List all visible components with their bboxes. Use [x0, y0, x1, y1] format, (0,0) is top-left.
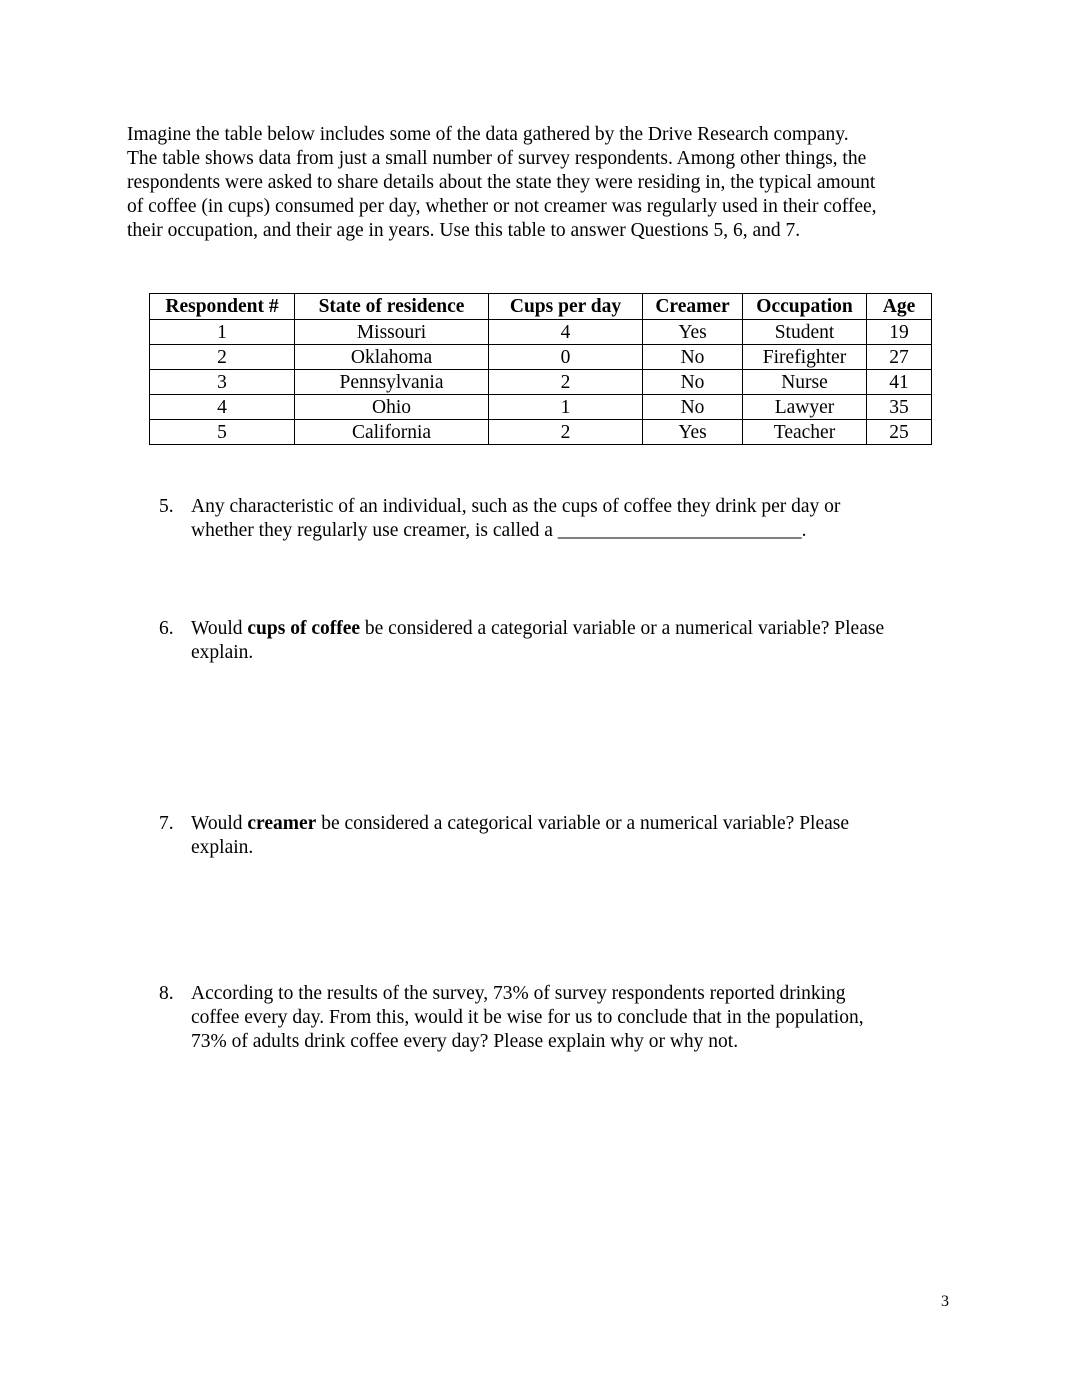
- question-line: [191, 812, 961, 836]
- header-creamer: Creamer: [643, 294, 743, 320]
- cell-creamer: No: [643, 345, 743, 370]
- intro-line: of coffee (in cups) consumed per day, whether or not creamer was regularly used in their coffee,: [127, 196, 877, 217]
- header-age: Age: [867, 294, 932, 320]
- table-row: [150, 320, 932, 345]
- question-line: whether they regularly use creamer, is called a _________________________.: [191, 520, 807, 541]
- cell-state: Ohio: [295, 395, 489, 420]
- cell-occupation: Student: [743, 320, 867, 345]
- table-row: [150, 420, 932, 445]
- question-number: 5.: [159, 496, 174, 517]
- cell-respondent: 4: [150, 395, 295, 420]
- survey-data-table: [149, 293, 932, 445]
- cell-occupation: Teacher: [743, 420, 867, 445]
- table-row: [150, 345, 932, 370]
- question-keyword: cups of coffee: [247, 618, 361, 639]
- cell-creamer: Yes: [643, 420, 743, 445]
- question-line: Any characteristic of an individual, such as the cups of coffee they drink per day or: [191, 496, 841, 517]
- cell-cups: 2: [489, 370, 643, 395]
- question-text: [191, 812, 961, 860]
- cell-respondent: 2: [150, 345, 295, 370]
- cell-occupation: Lawyer: [743, 395, 867, 420]
- intro-line: The table shows data from just a small number of survey respondents. Among other things, the: [127, 148, 867, 169]
- cell-creamer: No: [643, 370, 743, 395]
- question-keyword: creamer: [247, 813, 317, 834]
- intro-line: their occupation, and their age in years. Use this table to answer Questions 5, 6, and 7.: [127, 220, 801, 241]
- page-number: 3: [941, 1293, 949, 1310]
- question-text: [191, 982, 961, 1054]
- cell-age: 41: [867, 370, 932, 395]
- cell-occupation: Firefighter: [743, 345, 867, 370]
- question-text-post: be considered a categorical variable or a numerical variable? Please: [316, 813, 850, 834]
- question-line: explain.: [191, 642, 254, 663]
- cell-creamer: Yes: [643, 320, 743, 345]
- cell-respondent: 5: [150, 420, 295, 445]
- question-line: According to the results of the survey, 73% of survey respondents reported drinking: [191, 983, 846, 1004]
- cell-state: Oklahoma: [295, 345, 489, 370]
- header-state: State of residence: [295, 294, 489, 320]
- header-cups: Cups per day: [489, 294, 643, 320]
- cell-age: 19: [867, 320, 932, 345]
- cell-state: California: [295, 420, 489, 445]
- header-occupation: Occupation: [743, 294, 867, 320]
- cell-cups: 2: [489, 420, 643, 445]
- question-line: 73% of adults drink coffee every day? Please explain why or why not.: [191, 1031, 739, 1052]
- intro-line: respondents were asked to share details about the state they were residing in, the typical amount: [127, 172, 876, 193]
- table-row: [150, 370, 932, 395]
- cell-respondent: 1: [150, 320, 295, 345]
- question-text: [191, 495, 961, 543]
- header-respondent: Respondent #: [150, 294, 295, 320]
- cell-cups: 1: [489, 395, 643, 420]
- cell-creamer: No: [643, 395, 743, 420]
- intro-line: Imagine the table below includes some of the data gathered by the Drive Research company.: [127, 124, 849, 145]
- cell-age: 25: [867, 420, 932, 445]
- cell-age: 35: [867, 395, 932, 420]
- question-text-post: be considered a categorial variable or a numerical variable? Please: [360, 618, 885, 639]
- cell-occupation: Nurse: [743, 370, 867, 395]
- cell-respondent: 3: [150, 370, 295, 395]
- cell-state: Missouri: [295, 320, 489, 345]
- table-row: [150, 395, 932, 420]
- question-line: explain.: [191, 837, 254, 858]
- intro-paragraph: [127, 123, 957, 243]
- question-text: [191, 617, 961, 665]
- question-number: 7.: [159, 813, 174, 834]
- question-line: coffee every day. From this, would it be wise for us to conclude that in the population,: [191, 1007, 864, 1028]
- cell-cups: 4: [489, 320, 643, 345]
- question-number: 8.: [159, 983, 174, 1004]
- question-text-pre: Would: [191, 813, 248, 834]
- cell-state: Pennsylvania: [295, 370, 489, 395]
- cell-cups: 0: [489, 345, 643, 370]
- question-text-pre: Would: [191, 618, 248, 639]
- question-line: [191, 617, 961, 641]
- table-header-row: [150, 294, 932, 320]
- cell-age: 27: [867, 345, 932, 370]
- question-number: 6.: [159, 618, 174, 639]
